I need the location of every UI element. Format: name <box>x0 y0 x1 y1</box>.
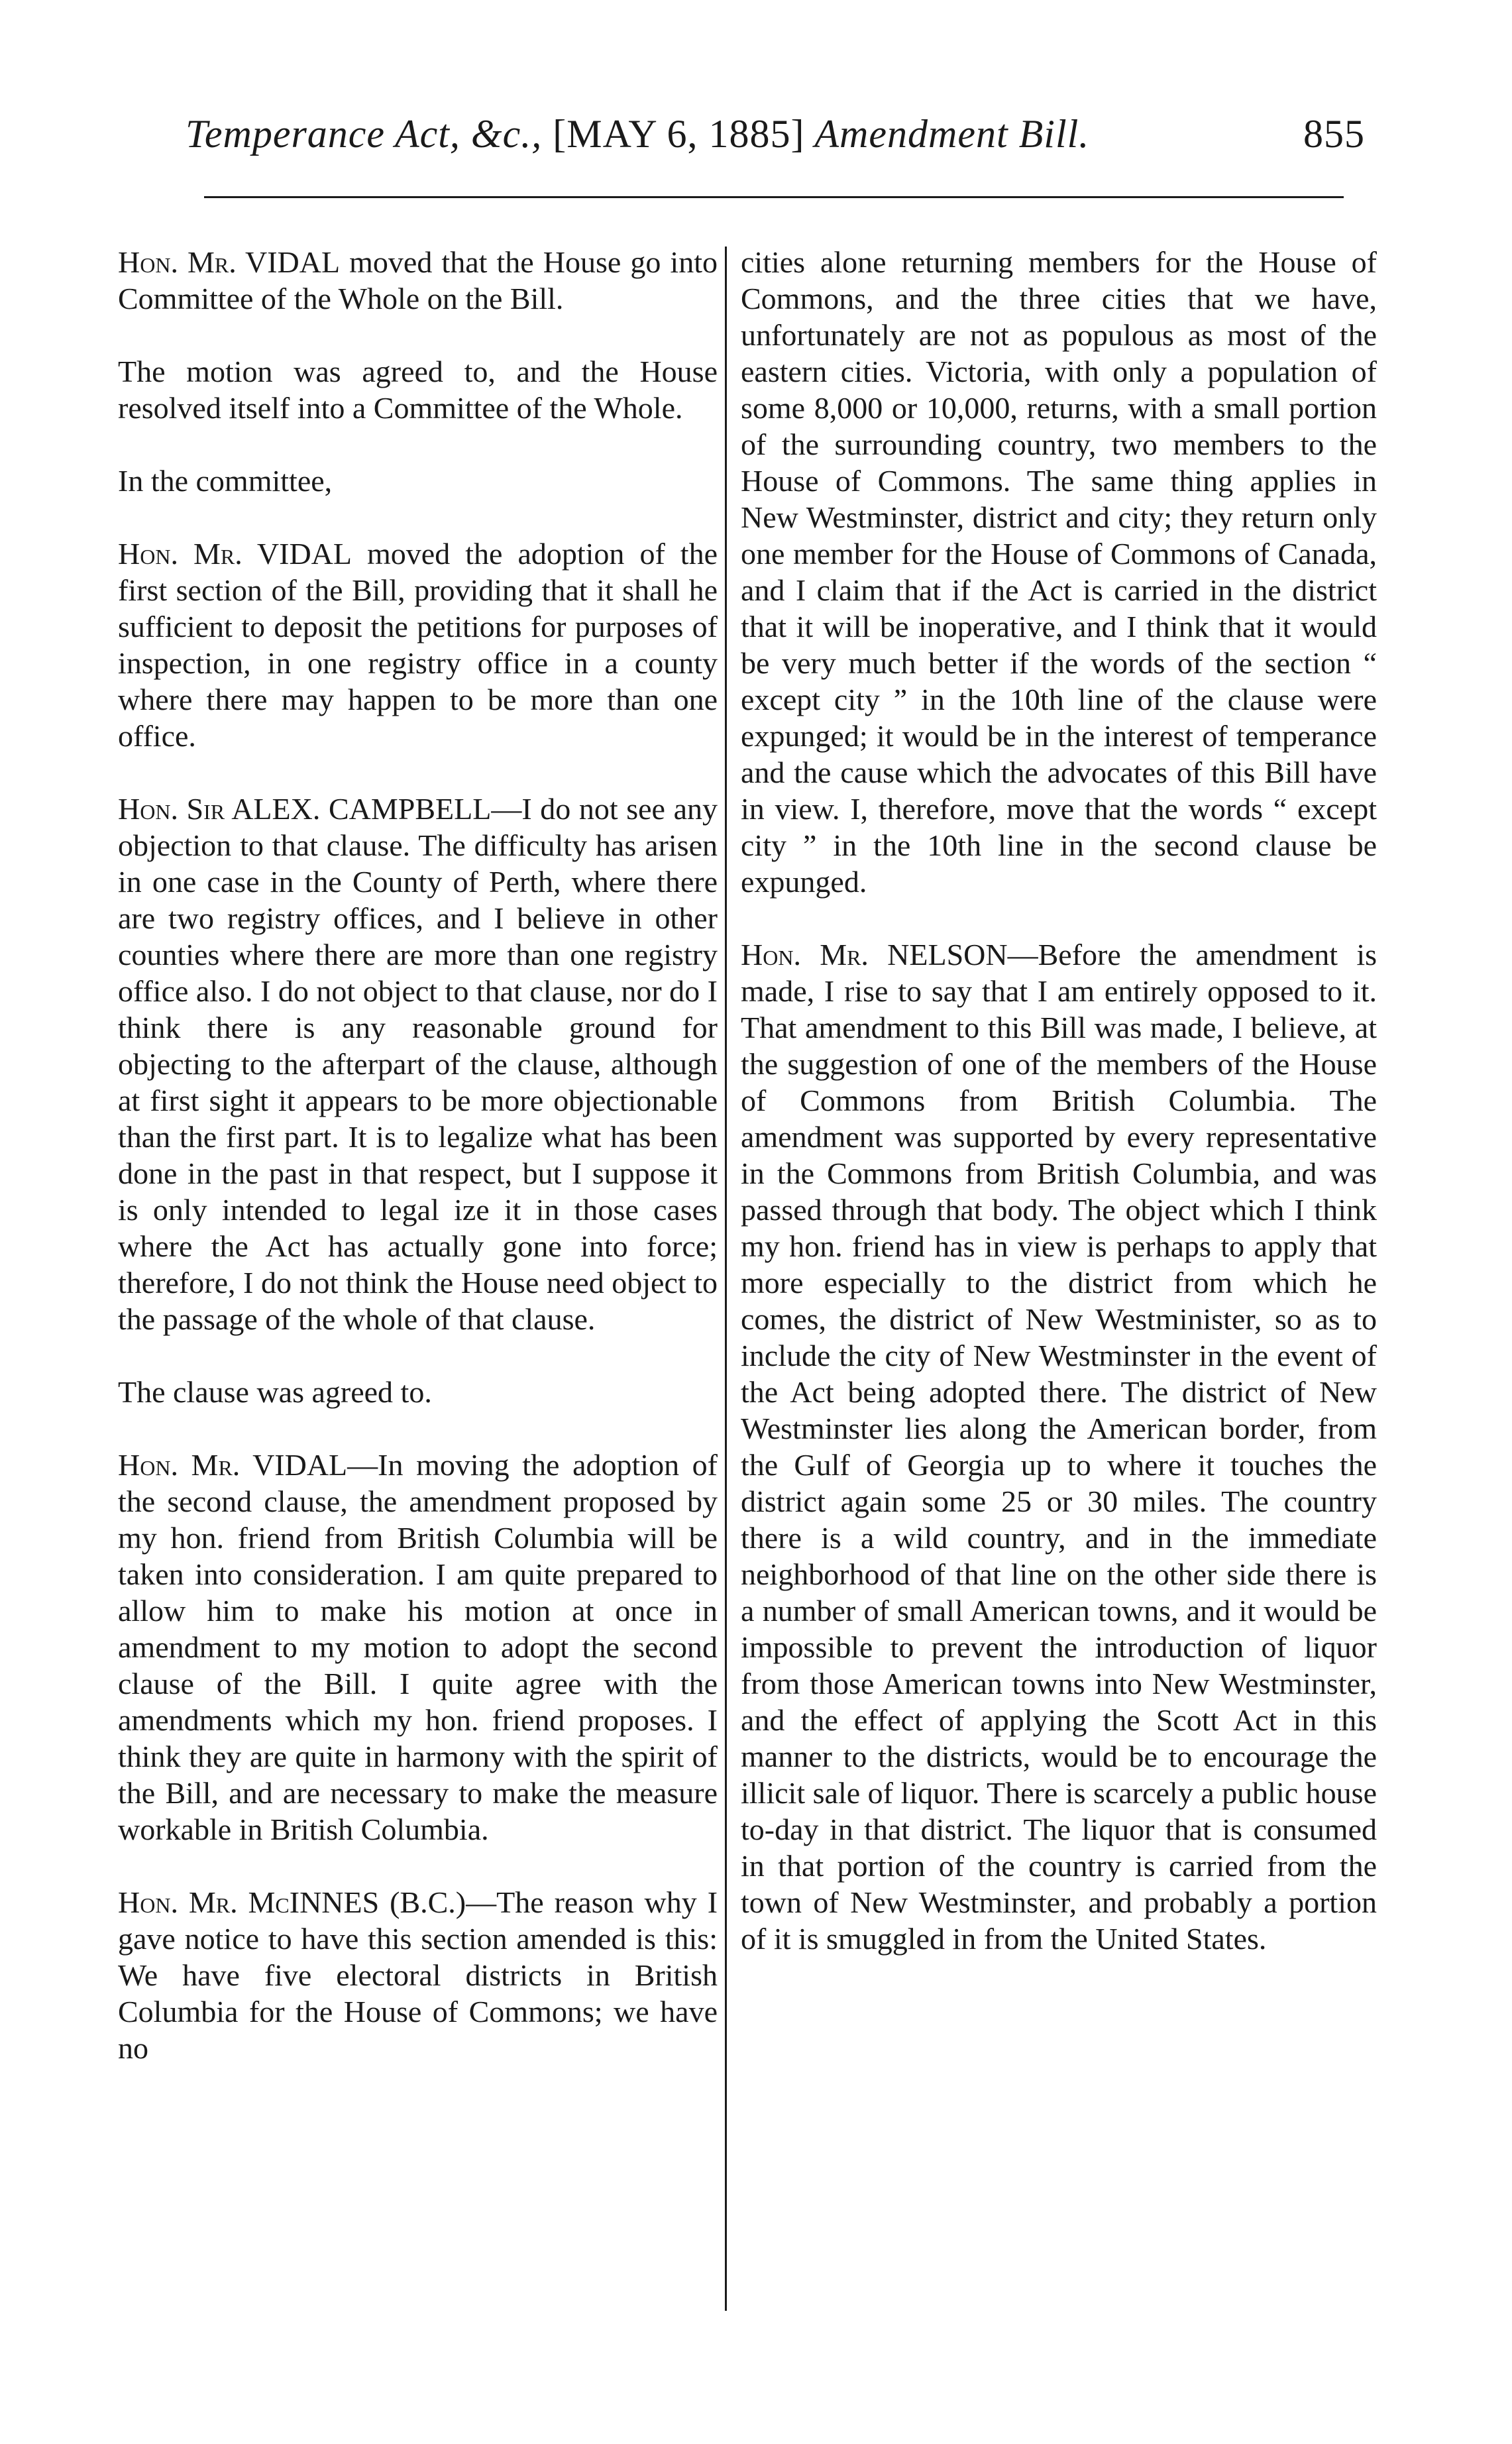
paragraph <box>118 244 718 317</box>
speaker: Hon. Mr. VIDAL <box>118 245 341 279</box>
paragraph <box>118 353 718 426</box>
paragraph <box>741 244 1377 900</box>
paragraph-text: The motion was agreed to, and the House resolved itself into a Committee of the Whole. <box>118 355 718 425</box>
running-title-part2: Amendment Bill. <box>804 112 1090 156</box>
paragraph-text: —In moving the adoption of the second clause, the amendment proposed by my hon. friend from British Columbia will be taken into consideration. I am quite prepared to allow him to make his motion at once in amendment to my motion to adopt the second clause of the Bill. I quite agree with the amendments which my hon. friend proposes. I think they are quite in harmony with the spirit of the Bill, and are necessary to make the measure workable in British Columbia. <box>118 1448 718 1846</box>
speaker: Hon. Sir ALEX. CAMPBELL <box>118 792 492 826</box>
paragraph-text: —Before the amendment is made, I rise to say that I am entirely opposed to it. That amendment to this Bill was made, I believe, at the suggestion of one of the members of the House of Commons from British Columbia. The amendment was supported by every representative in the Commons from British Columbia, and was passed through that body. The object which I think my hon. friend has in view is perhaps to apply that more especially to the district from which he comes, the district of New Westminister, so as to include the city of New Westminster in the event of the Act being adopted there. The district of New Westminster lies along the American border, from the Gulf of Georgia up to where it touches the district again some 25 or 30 miles. The country there is a wild country, and in the immediate neighborhood of that line on the other side there is a number of small American towns, and it would be impossible to prevent the introduction of liquor from those American towns into New Westminster, and the effect of applying the Scott Act in this manner to the districts, would be to encourage the illicit sale of liquor. There is scarcely a public house to-day in that district. The liquor that is consumed in that portion of the country is carried from the town of New Westminster, and probably a portion of it is smuggled in from the United States. <box>741 938 1377 1956</box>
paragraph-text: moved that the House go into Committee of the Whole on the Bill. <box>118 245 718 315</box>
paragraph-text: cities alone returning members for the House of Commons, and the three cities that we have, unfortunately are not as populous as most of the eastern cities. Victoria, with only a population of some 8,000 or 10,000, returns, with a small portion of the surrounding country, two members to the House of Commons. The same thing applies in New Westminster, district and city; they return only one member for the House of Commons of Canada, and I claim that if the Act is carried in the district that it will be inoperative, and I think that it would be very much better if the words of the section “ except city ” in the 10th line of the clause were expunged; it would be in the interest of temperance and the cause which the advocates of this Bill have in view. I, therefore, move that the words “ except city ” in the 10th line in the second clause be expunged. <box>741 245 1377 899</box>
paragraph <box>741 936 1377 1957</box>
speaker: Hon. Mr. NELSON <box>741 938 1008 972</box>
paragraph-text: moved the adoption of the first section of the Bill, providing that it shall he sufficient to deposit the petitions for purposes of inspection, in one registry office in a county where there may happen to be more than one office. <box>118 537 718 753</box>
speaker: Hon. Mr. VIDAL <box>118 1448 348 1482</box>
left-column <box>118 244 718 2066</box>
paragraph <box>118 1374 718 1410</box>
running-title <box>186 111 1089 157</box>
paragraph <box>118 1884 718 2066</box>
speaker: Hon. Mr. McINNES (B.C.) <box>118 1885 466 1919</box>
paragraph-text: —The reason why I gave notice to have this section amended is this: We have five electoral districts in British Columbia for the House of Commons; we have no <box>118 1885 718 2065</box>
header-rule <box>204 196 1344 198</box>
paragraph <box>118 535 718 754</box>
column-divider <box>725 247 727 2311</box>
running-title-date: [MAY 6, 1885] <box>553 112 805 156</box>
page-number: 855 <box>1303 112 1365 156</box>
right-column <box>741 244 1377 1957</box>
paragraph <box>118 791 718 1337</box>
paragraph <box>118 1447 718 1848</box>
speaker: Hon. Mr. VIDAL <box>118 537 352 571</box>
paragraph-text: The clause was agreed to. <box>118 1375 432 1409</box>
paragraph <box>118 463 718 499</box>
paragraph-text: In the committee, <box>118 464 333 498</box>
page-header <box>172 111 1365 171</box>
paragraph-text: —I do not see any objection to that clause. The difficulty has arisen in one case in the County of Perth, where there are two registry offices, and I believe in other counties where there are more than one registry office also. I do not object to that clause, nor do I think there is any reasonable ground for objecting to the afterpart of the clause, although at first sight it appears to be more objectionable than the first part. It is to legalize what has been done in the past in that respect, but I suppose it is only intended to legal ize it in those cases where the Act has actually gone into force; therefore, I do not think the House need object to the passage of the whole of that clause. <box>118 792 718 1336</box>
running-title-part1: Temperance Act, &c., <box>186 112 553 156</box>
